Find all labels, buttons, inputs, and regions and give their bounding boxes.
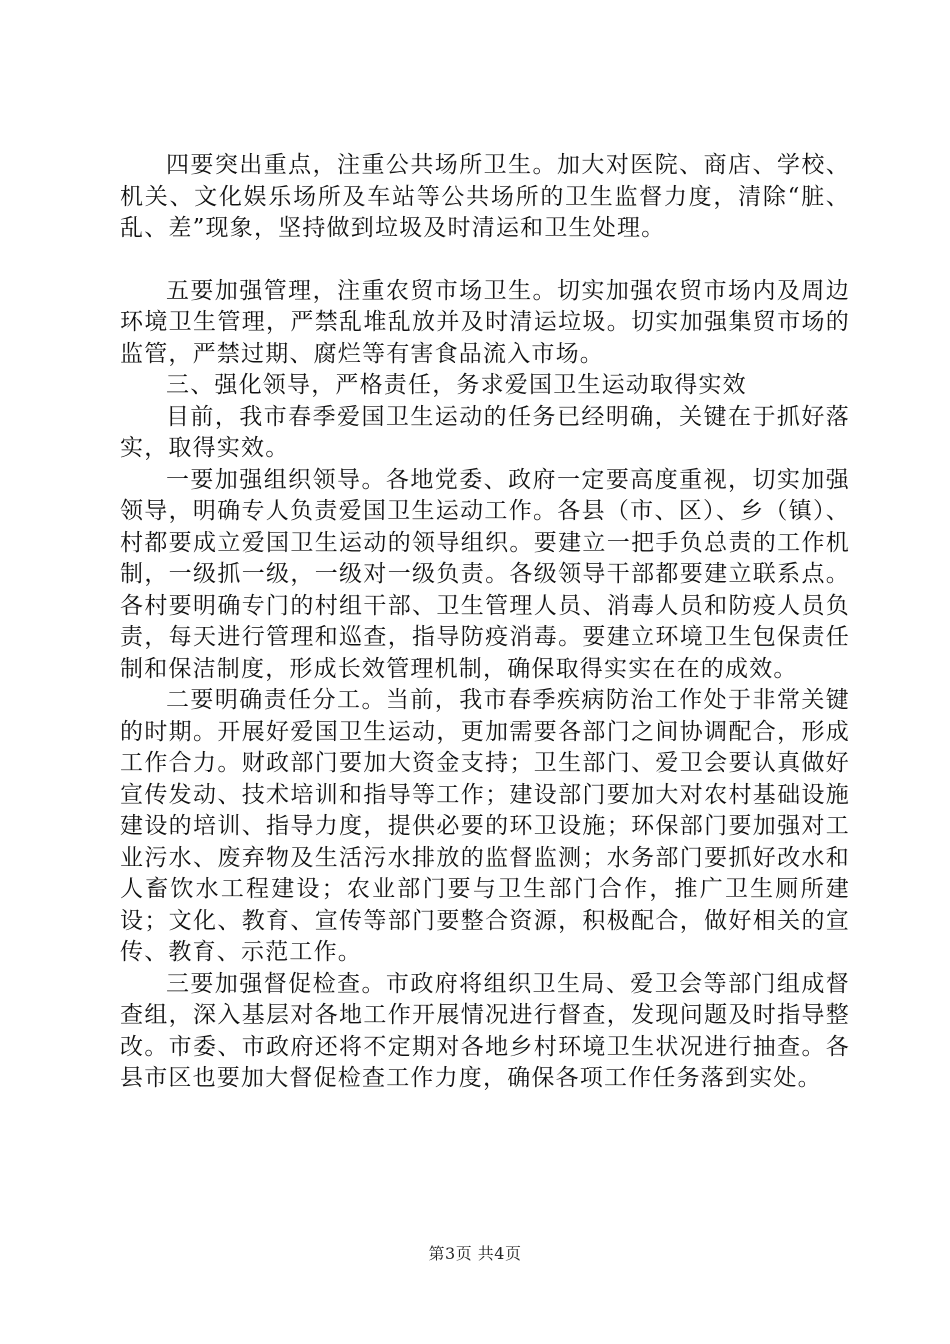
paragraph-organization: 一要加强组织领导。各地党委、政府一定要高度重视，切实加强领导，明确专人负责爱国卫生运动工作。各县（市、区）、乡（镇）、村都要成立爱国卫生运动的领导组织。要建立一把手负总责的工作机制，一级抓一级，一级对一级负责。各级领导干部都要建立联系点。各村要明确专门的村组干部、卫生管理人员、消毒人员和防疫人员负责，每天进行管理和巡查，指导防疫消毒。要建立环境卫生包保责任制和保洁制度，形成长效管理机制，确保取得实实在在的成效。 bbox=[120, 466, 850, 682]
document-body bbox=[120, 150, 850, 1095]
section-heading-leadership: 三、强化领导，严格责任，务求爱国卫生运动取得实效 bbox=[166, 372, 747, 398]
paragraph-intro: 目前，我市春季爱国卫生运动的任务已经明确，关键在于抓好落实，取得实效。 bbox=[120, 403, 850, 461]
page-footer: 第3页 共4页 bbox=[428, 1244, 522, 1263]
paragraph-supervision: 三要加强督促检查。市政府将组织卫生局、爱卫会等部门组成督查组，深入基层对各地工作开展情况进行督查，发现问题及时指导整改。市委、市政府还将不定期对各地乡村环境卫生状况进行抽查。各县市区也要加大督促检查工作力度，确保各项工作任务落到实处。 bbox=[120, 970, 850, 1091]
paragraph-market-hygiene: 五要加强管理，注重农贸市场卫生。切实加强农贸市场内及周边环境卫生管理，严禁乱堆乱放并及时清运垃圾。切实加强集贸市场的监管，严禁过期、腐烂等有害食品流入市场。 bbox=[120, 277, 850, 367]
paragraph-responsibility: 二要明确责任分工。当前，我市春季疾病防治工作处于非常关键的时期。开展好爱国卫生运动，更加需要各部门之间协调配合，形成工作合力。财政部门要加大资金支持；卫生部门、爱卫会要认真做好宣传发动、技术培训和指导等工作；建设部门要加大对农村基础设施建设的培训、指导力度，提供必要的环卫设施；环保部门要加强对工业污水、废弃物及生活污水排放的监督监测；水务部门要抓好改水和人畜饮水工程建设；农业部门要与卫生部门合作，推广卫生厕所建设；文化、教育、宣传等部门要整合资源，积极配合，做好相关的宣传、教育、示范工作。 bbox=[120, 687, 850, 965]
paragraph-public-places: 四要突出重点，注重公共场所卫生。加大对医院、商店、学校、机关、文化娱乐场所及车站等公共场所的卫生监督力度，清除“脏、乱、差”现象，坚持做到垃圾及时清运和卫生处理。 bbox=[120, 152, 850, 241]
